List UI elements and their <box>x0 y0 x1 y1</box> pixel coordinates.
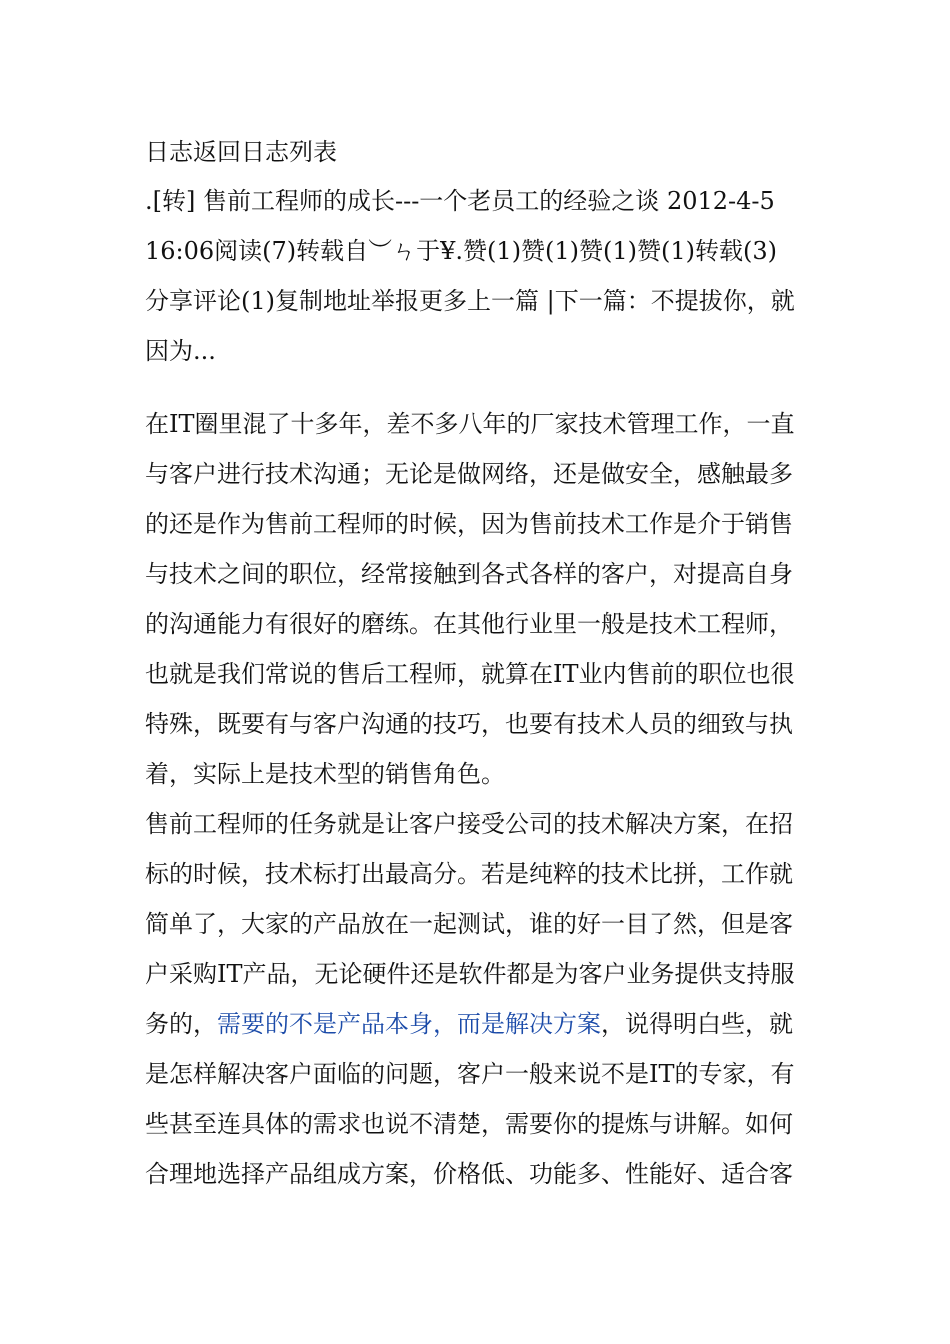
header-line: 日志返回日志列表 <box>145 138 337 166</box>
paragraph-line: 售前工程师的任务就是让客户接受公司的技术解决方案，在招 <box>145 810 793 838</box>
paragraph-line: 与技术之间的职位，经常接触到各式各样的客户，对提高自身 <box>145 560 793 588</box>
inline-link[interactable]: 需要的不是产品本身，而是解决方案 <box>217 1010 601 1038</box>
line-suffix: ，说得明白些，就 <box>601 1010 793 1038</box>
paragraph-line: 合理地选择产品组成方案，价格低、功能多、性能好、适合客 <box>145 1160 793 1188</box>
paragraph-line: 特殊，既要有与客户沟通的技巧，也要有技术人员的细致与执 <box>145 710 793 738</box>
header-line: 16:06阅读(7)转载自︶ㄣ于¥.赞(1)赞(1)赞(1)赞(1)转载(3) <box>145 237 778 265</box>
line-prefix: 务的， <box>145 1010 217 1038</box>
paragraph-line: 也就是我们常说的售后工程师，就算在IT业内售前的职位也很 <box>145 660 795 688</box>
paragraph-line: 的沟通能力有很好的磨练。在其他行业里一般是技术工程师， <box>145 610 793 638</box>
paragraph-line: 的还是作为售前工程师的时候，因为售前技术工作是介于销售 <box>145 510 793 538</box>
paragraph-line: 些甚至连具体的需求也说不清楚，需要你的提炼与讲解。如何 <box>145 1110 793 1138</box>
paragraph-line: 简单了，大家的产品放在一起测试，谁的好一目了然，但是客 <box>145 910 793 938</box>
paragraph-line: 与客户进行技术沟通；无论是做网络，还是做安全，感触最多 <box>145 460 793 488</box>
paragraph-line-with-link <box>145 1009 810 1039</box>
paragraph-line: 是怎样解决客户面临的问题，客户一般来说不是IT的专家，有 <box>145 1060 795 1088</box>
paragraph-line: 户采购IT产品，无论硬件还是软件都是为客户业务提供支持服 <box>145 960 795 988</box>
paragraph-line: 在IT圈里混了十多年，差不多八年的厂家技术管理工作，一直 <box>145 410 795 438</box>
header-line: 分享评论(1)复制地址举报更多上一篇 |下一篇：不提拔你，就 <box>145 287 795 315</box>
header-line: 因为... <box>145 337 216 365</box>
header-line: .[转] 售前工程师的成长---一个老员工的经验之谈 2012-4-5 <box>145 187 775 215</box>
paragraph-line: 标的时候，技术标打出最高分。若是纯粹的技术比拼，工作就 <box>145 860 793 888</box>
paragraph-line: 着，实际上是技术型的销售角色。 <box>145 760 505 788</box>
